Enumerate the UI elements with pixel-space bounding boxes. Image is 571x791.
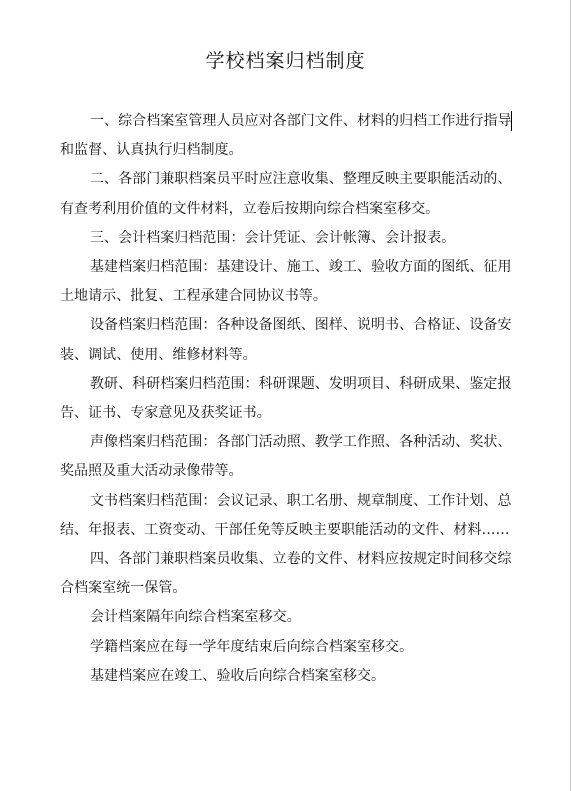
paragraph-3: 三、会计档案归档范围：会计凭证、会计帐簿、会计报表。 [90, 229, 456, 246]
paragraph-7: 声像档案归档范围：各部门活动照、教学工作照、各种活动、奖状、奖品照及重大活动录像带等。 [60, 434, 512, 480]
paragraph-6: 教研、科研档案归档范围：科研课题、发明项目、科研成果、鉴定报告、证书、专家意见及获奖证书。 [60, 375, 512, 422]
paragraph-2: 二、各部门兼职档案员平时应注意收集、整理反映主要职能活动的、有查考利用价值的文件材料，立卷后按期向综合档案室移交。 [60, 171, 512, 217]
paragraph-4: 基建档案归档范围：基建设计、施工、竣工、验收方面的图纸、征用土地请示、批复、工程承建合同协议书等。 [60, 259, 512, 305]
paragraph-11: 学籍档案应在每一学年度结束后向综合档案室移交。 [90, 638, 414, 655]
paragraph-8: 文书档案归档范围：会议记录、职工名册、规章制度、工作计划、总结、年报表、工资变动、干部任免等反映主要职能活动的文件、材料…… [60, 492, 512, 538]
paragraph-10: 会计档案隔年向综合档案室移交。 [90, 609, 301, 626]
document-title: 学校档案归档制度 [205, 50, 366, 72]
document-body[interactable] [60, 107, 522, 691]
paragraph-12: 基建档案应在竣工、验收后向综合档案室移交。 [90, 667, 386, 684]
text-cursor [511, 111, 512, 131]
paragraph-5: 设备档案归档范围：各种设备图纸、图样、说明书、合格证、设备安装、调试、使用、维修材料等。 [60, 317, 512, 363]
paragraph-9: 四、各部门兼职档案员收集、立卷的文件、材料应按规定时间移交综合档案室统一保管。 [60, 551, 512, 597]
paragraph-1: 一、综合档案室管理人员应对各部门文件、材料的归档工作进行指导和监督、认真执行归档制度。 [60, 113, 512, 159]
